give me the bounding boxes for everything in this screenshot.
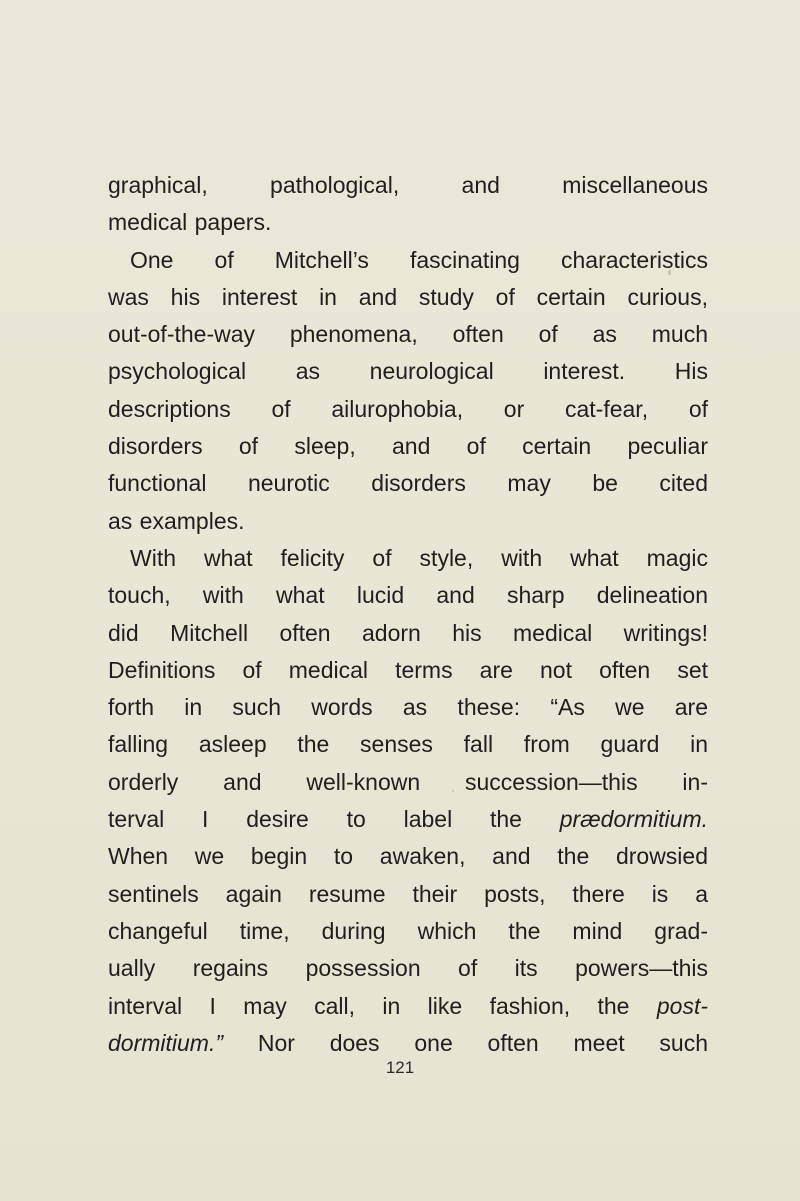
text-segment: terval I desire to label the — [108, 806, 522, 833]
text-line: touch, with what lucid and sharp delineation — [108, 582, 708, 609]
text-line: disorders of sleep, and of certain peculiar — [108, 433, 708, 460]
text-line: was his interest in and study of certain curious, — [108, 283, 708, 310]
italic-term-dormitium: dormitium.” — [108, 1029, 224, 1056]
italic-term-praedormitium: prædormitium. — [559, 806, 709, 833]
text-line: changeful time, during which the mind grad- — [108, 917, 708, 944]
text-line: falling asleep the senses fall from guard in — [108, 731, 708, 758]
italic-term-post: post- — [656, 992, 709, 1019]
text-segment: Nor does one often meet such — [257, 1029, 709, 1056]
text-segment: interval I may call, in like fashion, the — [108, 992, 630, 1019]
text-line: descriptions of ailurophobia, or cat-fear, of — [108, 395, 708, 422]
text-line: as examples. — [108, 507, 245, 534]
text-line: When we begin to awaken, and the drowsied — [108, 843, 708, 870]
page-number: 121 — [385, 1058, 415, 1077]
text-line: Definitions of medical terms are not often set — [108, 656, 708, 683]
text-line: forth in such words as these: “As we are — [108, 694, 708, 721]
text-line: sentinels again resume their posts, there is a — [108, 880, 708, 907]
text-line: medical papers. — [108, 209, 272, 236]
text-line: graphical, pathological, and miscellaneous — [108, 172, 708, 198]
text-line-with-italic — [108, 988, 708, 1025]
text-line: did Mitchell often adorn his medical writings! — [108, 619, 708, 646]
text-line: ually regains possession of its powers—this — [108, 955, 708, 982]
text-line: One of Mitchell’s fascinating characteristics — [130, 246, 708, 273]
text-line: functional neurotic disorders may be cited — [108, 470, 708, 497]
text-line: With what felicity of style, with what magic — [130, 544, 708, 571]
body-text — [108, 167, 708, 1062]
text-line: psychological as neurological interest. His — [108, 358, 708, 385]
text-line: orderly and well-known succession—this in- — [108, 768, 708, 795]
text-line-with-italic — [108, 1025, 708, 1062]
text-line-with-italic — [108, 801, 708, 838]
text-line: out-of-the-way phenomena, often of as much — [108, 321, 708, 348]
